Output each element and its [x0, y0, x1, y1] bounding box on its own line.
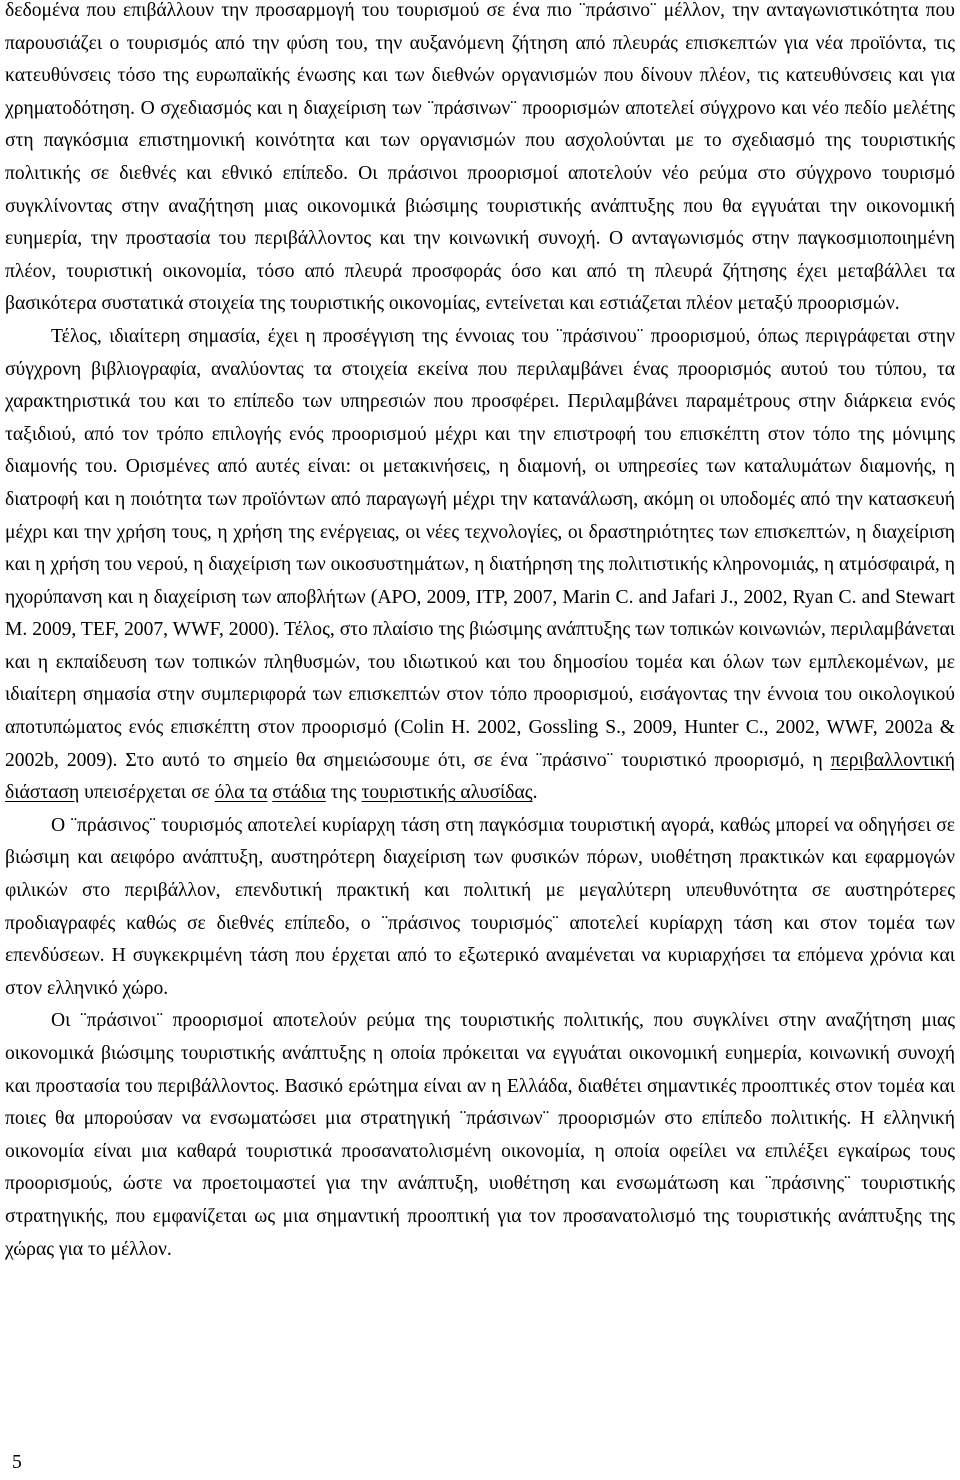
paragraph-1-continuation: δεδομένα που επιβάλλουν την προσαρμογή του τουρισμού σε ένα πιο ¨πράσινο¨ μέλλον, την ανταγωνιστικότητα που παρουσιάζει ο τουρισμός από την φύση του, την αυξανόμενη ζήτηση από πλευράς επισκεπτών για νέα προϊόντα, τις κατευθύνσεις τόσο της ευρωπαϊκής ένωσης και των διεθνών οργανισμών που δίνουν πλέον, τις κατευθύνσεις και για χρηματοδότηση. [5, 0, 955, 119]
underlined-phrase-tourism-chain: τουριστικής αλυσίδας [361, 782, 533, 804]
paragraph-1 [5, 0, 955, 321]
paragraph-3-body: Ο ¨πράσινος¨ τουρισμός αποτελεί κυρίαρχη τάση στη παγκόσμια τουριστική αγορά, καθώς μπορεί να οδηγήσει σε βιώσιμη και αειφόρο ανάπτυξη, αυστηρότερη διαχείριση των φυσικών πόρων, υιοθέτηση πρακτικών και εφαρμογών φιλικών στο περιβάλλον, επενδυτική πρακτική και πολιτική με μεγαλύτερη υπευθυνότητα σε αυστηρότερες προδιαγραφές καθώς σε διεθνές επίπεδο, ο ¨πράσινος τουρισμός¨ αποτελεί κυρίαρχη τάση και στον τομέα των επενδύσεων. Η συγκεκριμένη τάση που έρχεται από το εξωτερικό αναμένεται να κυριαρχήσει τα επόμενα χρόνια και στον ελληνικό χώρο. [5, 814, 955, 999]
underlined-phrase-all: όλα τα [214, 782, 268, 804]
underlined-phrase-stages: στάδια [272, 782, 326, 804]
underlined-phrase-environmental-dimension: περιβαλλοντική διάσταση [5, 749, 955, 804]
paragraph-3 [5, 810, 955, 1006]
paragraph-2-body: Τέλος, ιδιαίτερη σημασία, έχει η προσέγγιση της έννοιας του ¨πράσινου¨ προορισμού, όπως περιγράφεται στην σύγχρονη βιβλιογραφία, αναλύοντας τα στοιχεία εκείνα που περιλαμβάνει ένας προορισμός αυτού του τύπου, τα χαρακτηριστικά του και το επίπεδο των υπηρεσιών που προσφέρει. Περιλαμβάνει παραμέτρους στην διάρκεια ενός ταξιδιού, από τον τρόπο επιλογής ενός προορισμού μέχρι και την επιστροφή του επισκέπτη στον τόπο της μόνιμης διαμονής του. Ορισμένες από αυτές είναι: οι μετακινήσεις, η διαμονή, οι υπηρεσίες των καταλυμάτων διαμονής, η διατροφή και η ποιότητα των προϊόντων από παραγωγή μέχρι την κατανάλωση, ακόμη οι υποδομές από την κατασκευή μέχρι και την χρήση τους, η χρήση της ενέργειας, οι νέες τεχνολογίες, οι δραστηριότητες των επισκεπτών, η διαχείριση και η χρήση του νερού, η διαχείριση των οικοσυστημάτων, η διατήρηση της πολιτιστικής κληρονομιάς, η ατμόσφαιρά, η ηχορύπανση και η διαχείριση των αποβλήτων (APO, 2009, ITP, 2007, Marin C. and Jafari J., 2002, Ryan C. and Stewart M. 2009, TEF, 2007, WWF, 2000). Τέλος, στο πλαίσιο της βιώσιμης ανάπτυξης των τοπικών κοινωνιών, περιλαμβάνεται και η εκπαίδευση των τοπικών πληθυσμών, του ιδιωτικού και του δημοσίου τομέα και όλων των εμπλεκομένων, με ιδιαίτερη σημασία στην συμπεριφορά των επισκεπτών στον τόπο προορισμού, εισάγοντας την έννοια του οικολογικού αποτυπώματος ενός επισκέπτη στον προορισμό (Colin H. 2002, Gossling S., 2009, Hunter C., 2002, WWF, 2002a & 2002b, 2009). Στο αυτό το σημείο θα σημειώσουμε ότι, σε ένα ¨πράσινο¨ τουριστικό προορισμό, η [5, 325, 955, 771]
paragraph-2 [5, 321, 955, 810]
body-text [5, 0, 955, 1266]
paragraph-2-text-c: της [325, 782, 362, 804]
page-number: 5 [12, 1452, 22, 1473]
paragraph-2-end: . [532, 782, 538, 804]
paragraph-1-body: Ο σχεδιασμός και η διαχείριση των ¨πράσινων¨ προορισμών αποτελεί σύγχρονο και νέο πεδίο μελέτης στη παγκόσμια επιστημονική κοινότητα και των οργανισμών που ασχολούνται με το σχεδιασμό της τουριστικής πολιτικής σε διεθνές και εθνικό επίπεδο. Οι πράσινοι προορισμοί αποτελούν νέο ρεύμα στο σύγχρονο τουρισμό συγκλίνοντας στην αναζήτηση μιας οικονομικά βιώσιμης τουριστικής ανάπτυξης που θα εγγυάται την οικονομική ευημερία, την προστασία του περιβάλλοντος και την κοινωνική συνοχή. Ο ανταγωνισμός στην παγκοσμιοποιημένη πλέον, τουριστική οικονομία, τόσο από πλευρά προσφοράς όσο και από τη πλευρά ζήτησης έχει μεταβάλλει τα βασικότερα συστατικά στοιχεία της τουριστικής οικονομίας, εντείνεται και εστιάζεται πλέον μεταξύ προορισμών. [5, 97, 955, 315]
paragraph-4 [5, 1005, 955, 1266]
paragraph-4-body: Οι ¨πράσινοι¨ προορισμοί αποτελούν ρεύμα της τουριστικής πολιτικής, που συγκλίνει στην αναζήτηση μιας οικονομικά βιώσιμης τουριστικής ανάπτυξης η οποία πρόκειται να εγγυάται οικονομική ευημερία, κοινωνική συνοχή και προστασία του περιβάλλοντος. Βασικό ερώτημα είναι αν η Ελλάδα, διαθέτει σημαντικές προοπτικές στον τομέα και ποιες θα μπορούσαν να ενσωματώσει μια στρατηγική ¨πράσινων¨ προορισμών στο επίπεδο πολιτικής. Η ελληνική οικονομία είναι μια καθαρά τουριστικά προσανατολισμένη οικονομία, η οποία οφείλει να επιλέξει εγκαίρως τους προορισμούς, ώστε να προετοιμαστεί για την ανάπτυξη, υιοθέτηση και ενσωμάτωση και ¨πράσινης¨ τουριστικής στρατηγικής, που εμφανίζεται ως μια σημαντική προοπτική για τον προσανατολισμό της τουριστικής ανάπτυξης της χώρας για το μέλλον. [5, 1010, 955, 1260]
paragraph-2-text-a: υπεισέρχεται σε [79, 782, 215, 804]
